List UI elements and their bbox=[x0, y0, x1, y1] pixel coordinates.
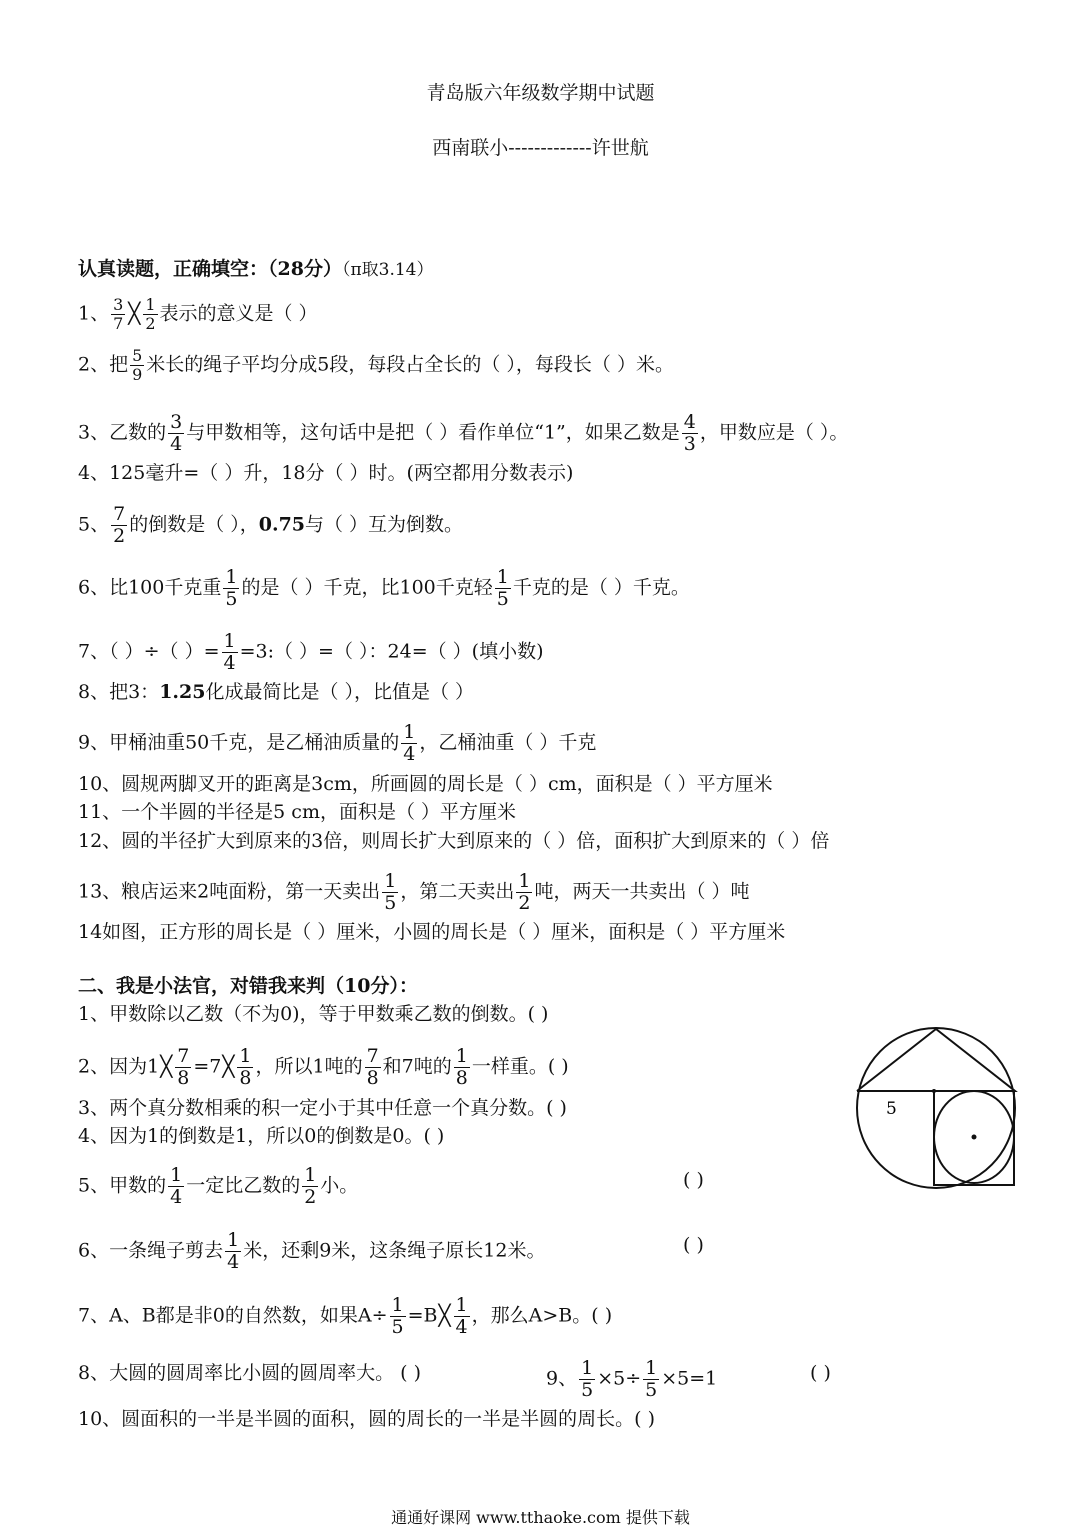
judge-9-answer: ( ) bbox=[810, 1362, 831, 1384]
judge-6: 6、一条绳子剪去 $\frac{1}{4}$ 米，还剩9米，这条绳子原长12米。 bbox=[78, 1229, 546, 1273]
center-dot bbox=[972, 1135, 977, 1140]
page-subtitle: 西南联小-------------许世航 bbox=[432, 137, 649, 159]
question-9: 9、甲桶油重50千克，是乙桶油质量的 $\frac{1}{4}$ ，乙桶油重（ ）千克 bbox=[78, 721, 597, 765]
judge-6-answer: ( ) bbox=[683, 1234, 704, 1256]
question-2: 2、把 $\frac{5}{9}$ 米长的绳子平均分成5段，每段占全长的（ ），每段长（ ）米。 bbox=[78, 346, 674, 384]
geometry-figure bbox=[850, 1025, 1020, 1190]
judge-7: 7、A、B都是非0的自然数，如果A÷ $\frac{1}{5}$ =B╳ $\frac{1}{4}$ ，那么A>B。( ) bbox=[78, 1294, 613, 1338]
judge-9: 9、 $\frac{1}{5}$ ×5÷ $\frac{1}{5}$ ×5=1 bbox=[546, 1357, 718, 1401]
question-14: 14如图，正方形的周长是（ ）厘米，小圆的周长是（ ）厘米，面积是（ ）平方厘米 bbox=[78, 921, 786, 943]
corner-dot bbox=[932, 1089, 936, 1093]
question-4: 4、125毫升=（ ）升，18分（ ）时。(两空都用分数表示) bbox=[78, 462, 574, 484]
question-1: 1、 $\frac{3}{7}$ ╳ $\frac{1}{2}$ 表示的意义是（ ） bbox=[78, 295, 318, 333]
question-6: 6、比100千克重 $\frac{1}{5}$ 的是（ ）千克，比100千克轻 $\frac{1}{5}$ 千克的是（ ）千克。 bbox=[78, 566, 690, 610]
judge-8: 8、大圆的圆周率比小圆的圆周率大。 ( ) bbox=[78, 1362, 421, 1384]
judge-2: 2、因为1╳ $\frac{7}{8}$ =7╳ $\frac{1}{8}$ ，所以1吨的 $\frac{7}{8}$ 和7吨的 $\frac{1}{8}$ 一样重。( ) bbox=[78, 1045, 569, 1089]
section1-note: （π取3.14） bbox=[341, 260, 434, 280]
judge-10: 10、圆面积的一半是半圆的面积，圆的周长的一半是半圆的周长。( ) bbox=[78, 1408, 656, 1430]
question-10: 10、圆规两脚叉开的距离是3cm，所画圆的周长是（ ）cm，面积是（ ）平方厘米 bbox=[78, 773, 773, 795]
judge-1: 1、甲数除以乙数（不为0)，等于甲数乘乙数的倒数。( ) bbox=[78, 1003, 549, 1025]
question-8: 8、把3：1.25化成最简比是（ ），比值是（ ） bbox=[78, 681, 475, 703]
judge-4: 4、因为1的倒数是1，所以0的倒数是0。( ) bbox=[78, 1125, 445, 1147]
footer: 通通好课网 www.tthaoke.com 提供下载 bbox=[391, 1508, 690, 1527]
judge-3: 3、两个真分数相乘的积一定小于其中任意一个真分数。( ) bbox=[78, 1097, 567, 1119]
triangle bbox=[857, 1029, 1015, 1091]
question-7: 7、（ ）÷（ ）= $\frac{1}{4}$ =3:（ ）=（ ）：24=（ ）(填小数) bbox=[78, 630, 544, 674]
section1-heading: 认真读题，正确填空：（28分） bbox=[78, 258, 342, 280]
judge-5-answer: ( ) bbox=[683, 1169, 704, 1191]
question-12: 12、圆的半径扩大到原来的3倍，则周长扩大到原来的（ ）倍，面积扩大到原来的（ ）倍 bbox=[78, 830, 830, 852]
large-circle bbox=[857, 1028, 1015, 1188]
question-13: 13、粮店运来2吨面粉，第一天卖出 $\frac{1}{5}$ ，第二天卖出 $\frac{1}{2}$ 吨，两天一共卖出（ ）吨 bbox=[78, 870, 750, 914]
radius-label: 5 bbox=[886, 1099, 897, 1119]
question-11: 11、一个半圆的半径是5 cm，面积是（ ）平方厘米 bbox=[78, 801, 517, 823]
section2-heading: 二、我是小法官，对错我来判（10分）： bbox=[78, 975, 418, 997]
question-3: 3、乙数的 $\frac{3}{4}$ 与甲数相等，这句话中是把（ ）看作单位“1”，如果乙数是 $\frac{4}{3}$ ，甲数应是（ ）。 bbox=[78, 411, 849, 455]
page-title: 青岛版六年级数学期中试题 bbox=[426, 82, 655, 104]
question-5: 5、 $\frac{7}{2}$ 的倒数是（ ），0.75与（ ）互为倒数。 bbox=[78, 503, 464, 547]
section1-heading-line bbox=[78, 254, 433, 284]
judge-5: 5、甲数的 $\frac{1}{4}$ 一定比乙数的 $\frac{1}{2}$ 小。 bbox=[78, 1164, 359, 1208]
